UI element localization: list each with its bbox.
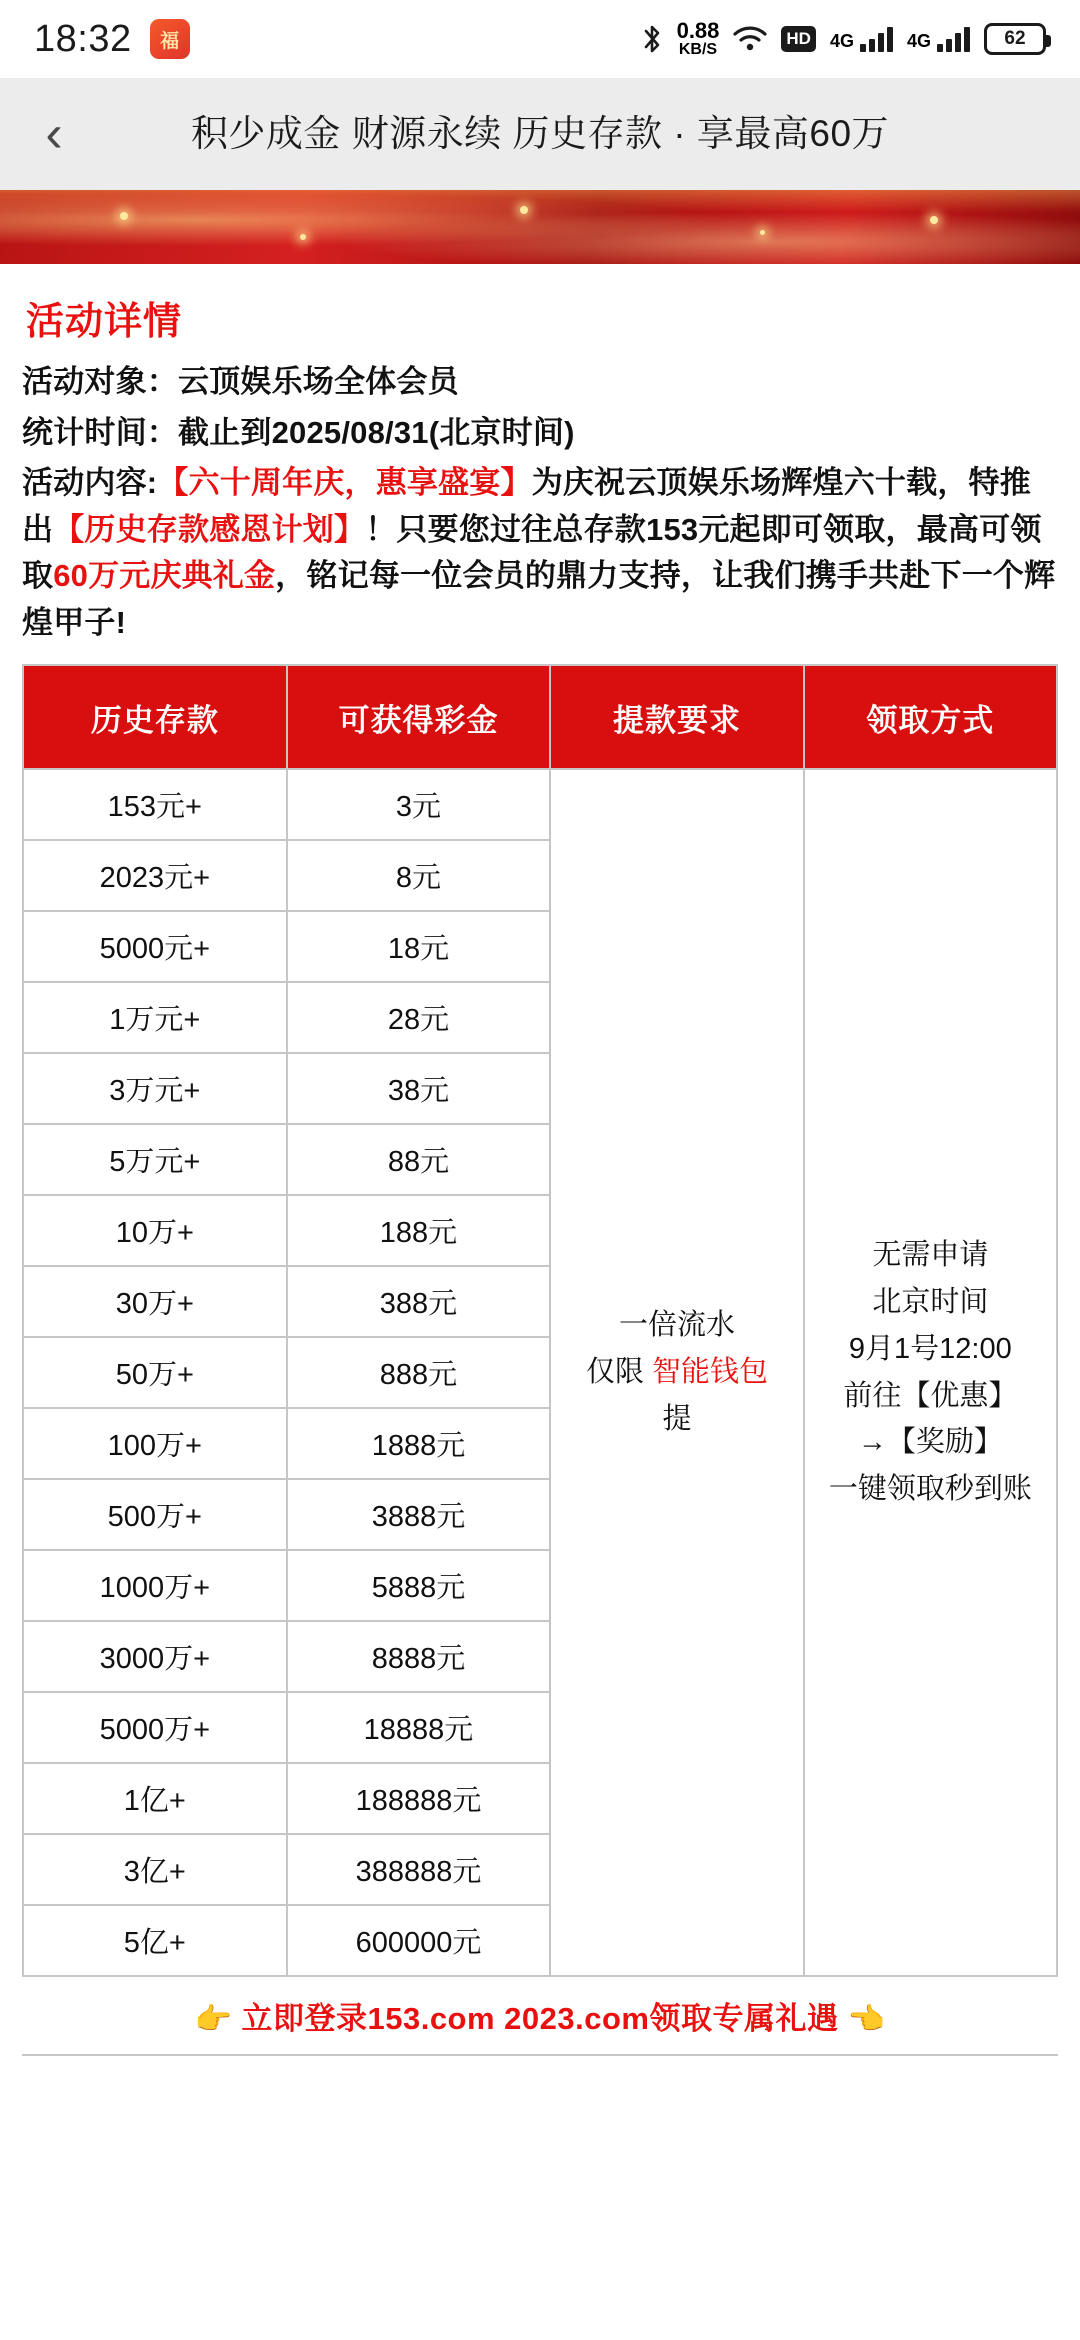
status-icons: [641, 20, 1046, 58]
activity-description: [22, 460, 1058, 646]
cell-bonus: 8888元: [287, 1621, 551, 1692]
claim-line-1: 无需申请: [872, 1238, 989, 1271]
column-header-bonus: 可获得彩金: [287, 665, 551, 769]
claim-line-5: →【奖励】: [857, 1426, 1003, 1459]
footer-cta[interactable]: [22, 1993, 1058, 2048]
pointing-hand-right-icon: 👉: [194, 2003, 233, 2036]
cell-bonus: 38元: [287, 1053, 551, 1124]
cell-deposit: 50万+: [23, 1337, 287, 1408]
table-row: [23, 769, 1057, 840]
hd-icon: HD: [781, 26, 816, 52]
cell-bonus: 388元: [287, 1266, 551, 1337]
footer-cta-text: 立即登录153.com 2023.com领取专属礼遇: [241, 2001, 839, 2036]
wifi-icon: [733, 26, 767, 52]
cell-bonus: 88元: [287, 1124, 551, 1195]
cell-deposit: 5000万+: [23, 1692, 287, 1763]
battery-percent: 62: [1004, 28, 1026, 49]
cell-deposit: 5000元+: [23, 911, 287, 982]
cell-deposit: 3亿+: [23, 1834, 287, 1905]
cell-bonus: 1888元: [287, 1408, 551, 1479]
bluetooth-icon: [641, 23, 663, 55]
battery-icon: [984, 23, 1046, 55]
claim-line-4: 前往【优惠】: [843, 1379, 1018, 1412]
sim2-network-label: 4G: [906, 31, 931, 51]
cell-bonus: 3888元: [287, 1479, 551, 1550]
cell-bonus: 28元: [287, 982, 551, 1053]
cell-claim-method: [804, 769, 1057, 1976]
activity-target-label: 活动对象：: [22, 364, 178, 399]
column-header-claim: 领取方式: [804, 665, 1057, 769]
pointing-hand-left-icon: 👈: [847, 2003, 886, 2036]
activity-description-part-1: 【六十周年庆，惠享盛宴】: [157, 465, 532, 500]
claim-line-2: 北京时间: [872, 1285, 989, 1318]
signal-icon-sim2: [907, 26, 970, 52]
cell-deposit: 2023元+: [23, 840, 287, 911]
signal-icon-sim1: [830, 26, 893, 52]
cell-deposit: 30万+: [23, 1266, 287, 1337]
cell-bonus: 388888元: [287, 1834, 551, 1905]
app-notification-icon: 福: [150, 19, 190, 59]
withdraw-line-3: 提: [662, 1402, 692, 1435]
network-speed-value: 0.88: [676, 18, 720, 43]
activity-target-value: 云顶娱乐场全体会员: [178, 364, 459, 399]
cell-bonus: 188元: [287, 1195, 551, 1266]
section-title: 活动详情: [26, 301, 183, 343]
activity-period-label: 统计时间：: [22, 414, 178, 450]
cell-bonus: 888元: [287, 1337, 551, 1408]
cell-deposit: 1万元+: [23, 982, 287, 1053]
activity-description-part-5: 60万元庆典礼金: [53, 558, 276, 593]
rewards-table: [22, 664, 1058, 1977]
network-speed-unit: KB/S: [678, 41, 718, 58]
cell-deposit: 5亿+: [23, 1905, 287, 1976]
activity-description-label: 活动内容:: [22, 465, 158, 500]
cell-bonus: 18888元: [287, 1692, 551, 1763]
table-header-row: [23, 665, 1057, 769]
cell-deposit: 153元+: [23, 769, 287, 840]
withdraw-line-1: 一倍流水: [618, 1309, 735, 1342]
cell-withdraw-requirement: [550, 769, 803, 1976]
activity-description-part-4: ！只要您过往总存款153元起即可领取，最高可领取: [22, 511, 1042, 593]
activity-period-value: 截止到2025/08/31(北京时间): [178, 414, 575, 450]
page-header: [0, 78, 1080, 190]
claim-line-6: 一键领取秒到账: [828, 1473, 1032, 1506]
back-button[interactable]: ‹: [45, 105, 63, 163]
cell-bonus: 188888元: [287, 1763, 551, 1834]
content-area: [0, 290, 1080, 2048]
bottom-divider: [22, 2054, 1058, 2056]
sim1-network-label: 4G: [829, 31, 854, 51]
withdraw-line-2-prefix: 仅限: [585, 1356, 652, 1389]
activity-description-part-3: 【历史存款感恩计划】: [53, 511, 366, 547]
column-header-withdraw: 提款要求: [550, 665, 803, 769]
status-time: 18:32: [34, 17, 132, 60]
column-header-deposit: 历史存款: [23, 665, 287, 769]
cell-deposit: 5万元+: [23, 1124, 287, 1195]
cell-bonus: 18元: [287, 911, 551, 982]
status-bar: [0, 0, 1080, 78]
activity-description-part-6: ，铭记每一位会员的鼎力支持，让我们携手共赴下一个辉煌甲子!: [22, 558, 1056, 640]
cell-bonus: 600000元: [287, 1905, 551, 1976]
claim-line-3: 9月1号12:00: [848, 1332, 1012, 1365]
cell-deposit: 3000万+: [23, 1621, 287, 1692]
withdraw-line-2-highlight: 智能钱包: [652, 1356, 769, 1389]
activity-period-row: [22, 410, 1058, 457]
withdraw-line-2: [551, 1349, 802, 1396]
activity-description-part-2: 为庆祝云顶娱乐场辉煌六十载，特推出: [22, 465, 1031, 547]
cell-deposit: 3万元+: [23, 1053, 287, 1124]
page-title: 积少成金 财源永续 历史存款 · 享最高60万: [190, 112, 890, 154]
activity-target-row: [22, 359, 1058, 406]
cell-deposit: 10万+: [23, 1195, 287, 1266]
promo-banner-image: [0, 190, 1080, 264]
cell-deposit: 100万+: [23, 1408, 287, 1479]
cell-bonus: 8元: [287, 840, 551, 911]
cell-deposit: 500万+: [23, 1479, 287, 1550]
cell-deposit: 1亿+: [23, 1763, 287, 1834]
cell-bonus: 3元: [287, 769, 551, 840]
network-speed-indicator: [677, 20, 720, 58]
cell-deposit: 1000万+: [23, 1550, 287, 1621]
cell-bonus: 5888元: [287, 1550, 551, 1621]
